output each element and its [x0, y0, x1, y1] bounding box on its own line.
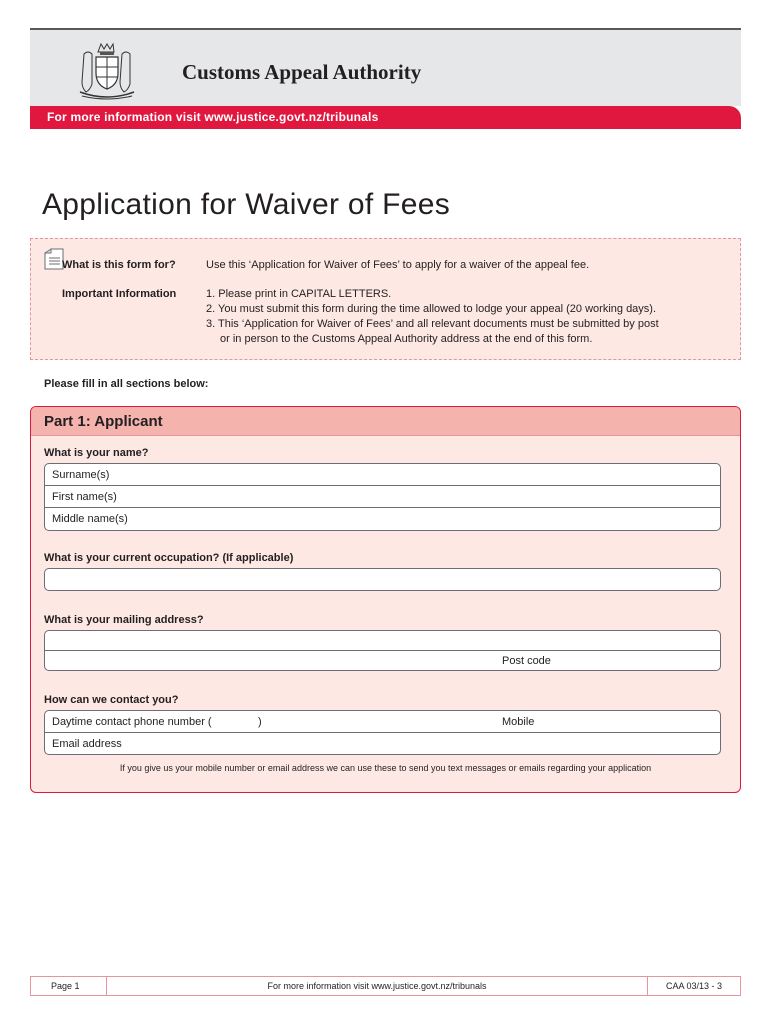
- instructions: Please fill in all sections below:: [44, 378, 209, 390]
- address-postcode-row[interactable]: [45, 651, 720, 671]
- page-footer: [30, 976, 741, 996]
- contact-question: How can we contact you?: [44, 694, 179, 706]
- authority-title: Customs Appeal Authority: [182, 60, 422, 84]
- phone-row[interactable]: [45, 711, 720, 733]
- purpose-label: What is this form for?: [62, 259, 176, 271]
- footer-code: CAA 03/13 - 3: [665, 981, 723, 991]
- page-title: Application for Waiver of Fees: [42, 188, 451, 221]
- address-fields: [44, 630, 721, 671]
- daytime-phone-label: Daytime contact phone number (: [52, 716, 212, 728]
- postcode-label: Post code: [502, 655, 551, 667]
- name-fields: [44, 463, 721, 531]
- nz-coat-of-arms-icon: [74, 40, 140, 102]
- daytime-phone-close: ): [258, 716, 262, 728]
- occupation-field[interactable]: [44, 568, 721, 591]
- important-item-3: 3. This ‘Application for Waiver of Fees’ and all relevant documents must be submitted by post: [206, 318, 659, 330]
- name-question: What is your name?: [44, 447, 149, 459]
- email-field[interactable]: [45, 733, 720, 755]
- middle-name-field[interactable]: [45, 508, 720, 530]
- part1-section: [30, 406, 741, 793]
- part1-header: [31, 407, 740, 436]
- part1-title: Part 1: Applicant: [44, 413, 163, 430]
- footer-info: For more information visit www.justice.govt.nz/tribunals: [107, 977, 648, 995]
- purpose-text: Use this ‘Application for Waiver of Fees’ to apply for a waiver of the appeal fee.: [206, 259, 590, 271]
- contact-note: If you give us your mobile number or email address we can use these to send you text messages or emails regarding your application: [119, 763, 652, 773]
- surname-field[interactable]: [45, 464, 720, 486]
- info-bar-link[interactable]: For more information visit www.justice.govt.nz/tribunals: [47, 110, 379, 124]
- important-label: Important Information: [62, 288, 177, 300]
- surname-label: Surname(s): [52, 469, 110, 481]
- first-name-field[interactable]: [45, 486, 720, 508]
- important-item-2: 2. You must submit this form during the time allowed to lodge your appeal (20 working days).: [206, 303, 657, 315]
- info-bar: [30, 106, 741, 129]
- document-icon: [44, 248, 64, 270]
- first-name-label: First name(s): [52, 491, 117, 503]
- address-line-field[interactable]: [45, 631, 720, 651]
- contact-fields: [44, 710, 721, 755]
- important-item-3-cont: or in person to the Customs Appeal Authority address at the end of this form.: [220, 333, 593, 345]
- footer-page: Page 1: [31, 977, 107, 995]
- email-label: Email address: [52, 738, 122, 750]
- info-box: [30, 238, 741, 360]
- middle-name-label: Middle name(s): [52, 513, 128, 525]
- mobile-label: Mobile: [502, 716, 535, 728]
- important-item-1: 1. Please print in CAPITAL LETTERS.: [206, 288, 392, 300]
- occupation-question: What is your current occupation? (If applicable): [44, 552, 294, 564]
- address-question: What is your mailing address?: [44, 614, 204, 626]
- header-band: [30, 28, 741, 106]
